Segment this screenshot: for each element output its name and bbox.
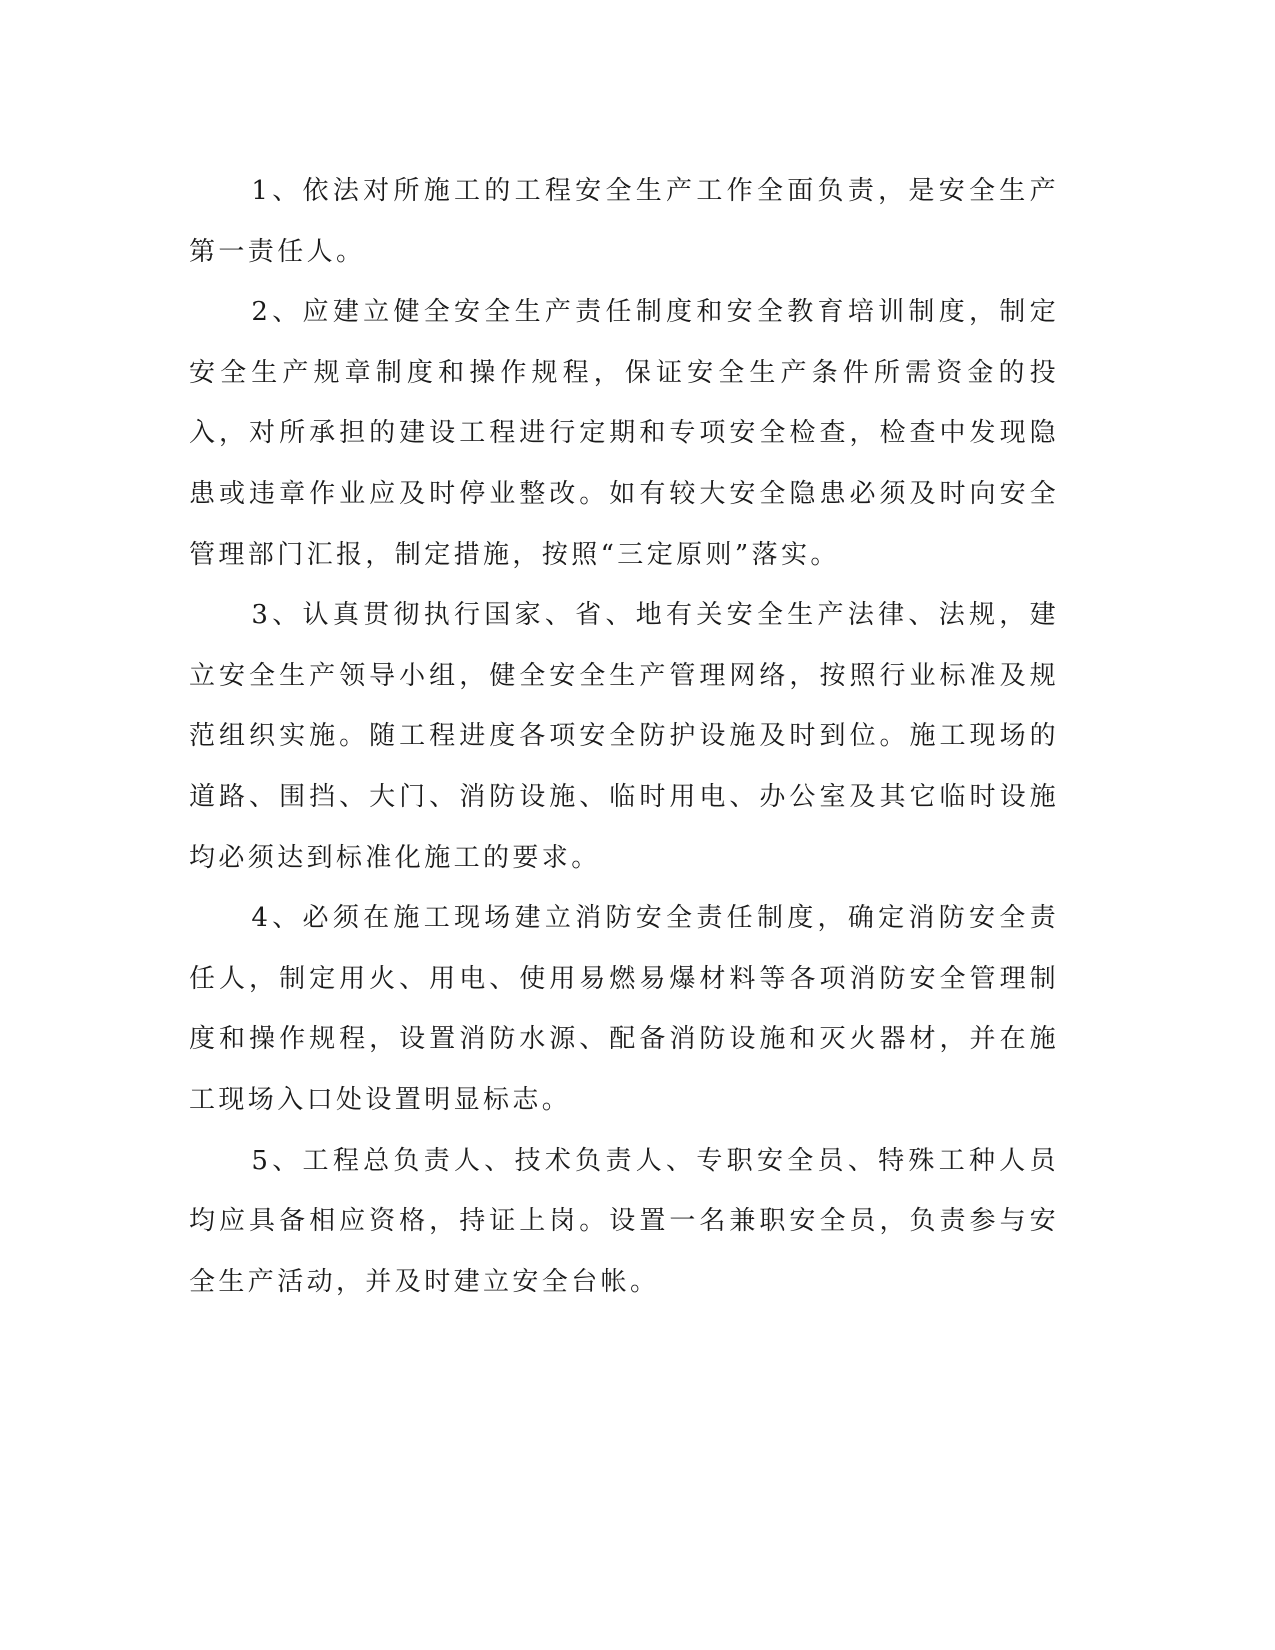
paragraph-5: 5、工程总负责人、技术负责人、专职安全员、特殊工种人员均应具备相应资格，持证上岗。设置一名兼职安全员，负责参与安全生产活动，并及时建立安全台帐。	[189, 1145, 1059, 1297]
paragraph-1: 1、依法对所施工的工程安全生产工作全面负责，是安全生产第一责任人。	[189, 176, 1059, 267]
document-body	[189, 161, 1059, 1312]
paragraph-2: 2、应建立健全安全生产责任制度和安全教育培训制度，制定安全生产规章制度和操作规程，保证安全生产条件所需资金的投入，对所承担的建设工程进行定期和专项安全检查，检查中发现隐患或违章作业应及时停业整改。如有较大安全隐患必须及时向安全管理部门汇报，制定措施，按照“三定原则”落实。	[189, 297, 1059, 570]
paragraph-3: 3、认真贯彻执行国家、省、地有关安全生产法律、法规，建立安全生产领导小组，健全安全生产管理网络，按照行业标准及规范组织实施。随工程进度各项安全防护设施及时到位。施工现场的道路、围挡、大门、消防设施、临时用电、办公室及其它临时设施均必须达到标准化施工的要求。	[189, 600, 1059, 873]
paragraph-4: 4、必须在施工现场建立消防安全责任制度，确定消防安全责任人，制定用火、用电、使用易燃易爆材料等各项消防安全管理制度和操作规程，设置消防水源、配备消防设施和灭火器材，并在施工现场入口处设置明显标志。	[189, 903, 1059, 1115]
